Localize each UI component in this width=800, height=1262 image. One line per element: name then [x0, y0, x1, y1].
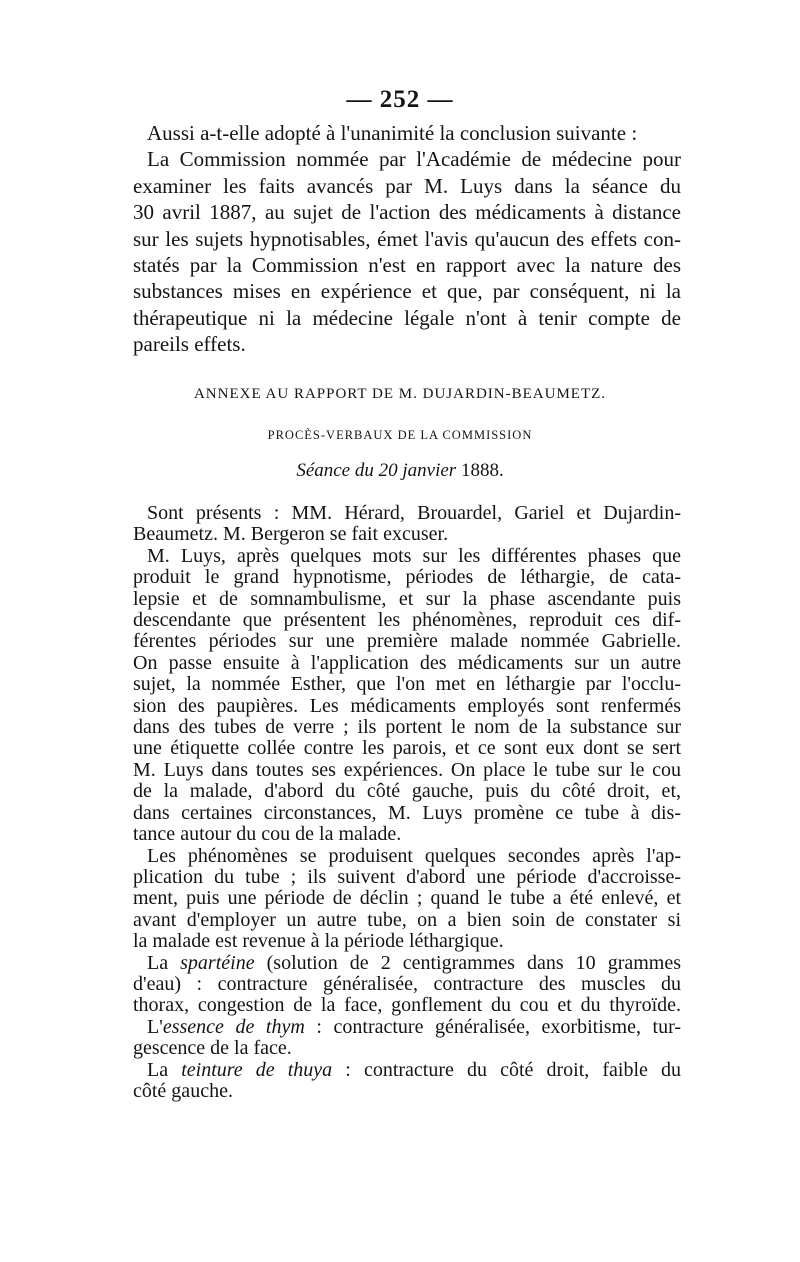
text-line: sujet, la nommée Esther, que l'on met en léthargie par l'occlu-: [133, 673, 681, 696]
text-line: avant d'employer un autre tube, on a bien soin de constater si: [133, 908, 681, 931]
text-line: dans des tubes de verre ; ils portent le nom de la substance sur: [133, 716, 681, 739]
text-line: M. Luys dans toutes ses expériences. On place le tube sur le cou: [133, 758, 681, 781]
session-date: [0, 460, 800, 482]
text-line: Les phénomènes se produisent quelques secondes après l'ap-: [147, 844, 681, 867]
meeting-minutes: [133, 503, 681, 1102]
text-line: lepsie et de somnambulisme, et sur la phase ascendante puis: [133, 587, 681, 610]
text-line: côté gauche.: [133, 1079, 233, 1102]
text-line: examiner les faits avancés par M. Luys dans la séance du: [133, 173, 681, 198]
text-line: La Commission nommée par l'Académie de médecine pour: [147, 147, 681, 172]
text-line: d'eau) : contracture généralisée, contracture des muscles du: [133, 972, 681, 995]
text-line: férentes périodes sur une première malade nommée Gabrielle.: [133, 630, 681, 653]
text-line: Aussi a-t-elle adopté à l'unanimité la conclusion suivante :: [147, 121, 638, 145]
text-fragment: (solution de 2 centigrammes dans 10 grammes: [266, 951, 682, 974]
text-line: de la malade, d'abord du côté gauche, puis du côté droit, et,: [133, 780, 681, 803]
text-line: tance autour du cou de la malade.: [133, 823, 402, 846]
text-line: statés par la Commission n'est en rapport avec la nature des: [133, 253, 681, 278]
text-line: Beaumetz. M. Bergeron se fait excuser.: [133, 523, 449, 546]
text-line: [133, 1060, 681, 1081]
text-line: sion des paupières. Les médicaments employés sont renfermés: [133, 694, 681, 717]
text-line: la malade est revenue à la période léthargique.: [133, 930, 504, 953]
text-line: substances mises en expérience et que, par conséquent, ni la: [133, 279, 681, 304]
annex-title: ANNEXE AU RAPPORT DE M. DUJARDIN-BEAUMETZ.: [193, 386, 607, 402]
drug-name-thyme: essence de thym: [162, 1015, 305, 1038]
text-line: descendante que présentent les phénomènes, reproduit ces dif-: [133, 609, 681, 632]
text-line: 30 avril 1887, au sujet de l'action des médicaments à distance: [133, 200, 681, 225]
text-fragment: La: [147, 1058, 182, 1081]
text-line: [133, 1017, 681, 1038]
text-line: Sont présents : MM. Hérard, Brouardel, Gariel et Dujardin-: [147, 502, 681, 524]
text-line: gescence de la face.: [133, 1037, 292, 1060]
text-line: dans certaines circonstances, M. Luys promène ce tube à dis-: [133, 801, 681, 824]
session-date-text: Séance du 20 janvier: [296, 460, 457, 481]
text-line: On passe ensuite à l'application des médicaments sur un autre: [133, 651, 681, 674]
commission-conclusion: [133, 120, 681, 358]
text-line: sur les sujets hypnotisables, émet l'avis qu'aucun des effets con-: [133, 226, 681, 251]
text-fragment: La: [147, 951, 181, 974]
text-fragment: : contracture généralisée, exorbitisme, tur-: [316, 1015, 682, 1038]
text-line: une étiquette collée contre les parois, et ce sont eux dont se sert: [133, 737, 681, 760]
drug-name-sparteine: spartéine: [180, 951, 255, 974]
text-line: M. Luys, après quelques mots sur les différentes phases que: [147, 544, 681, 567]
text-line: plication du tube ; ils suivent d'abord une période d'accroisse-: [133, 865, 681, 888]
drug-name-thuya: teinture de thuya: [181, 1058, 333, 1081]
text-line: ment, puis une période de déclin ; quand le tube a été enlevé, et: [133, 887, 681, 910]
text-fragment: L': [147, 1015, 163, 1038]
text-line: thérapeutique ni la médecine légale n'ont à tenir compte de: [133, 305, 681, 330]
text-fragment: : contracture du côté droit, faible du: [345, 1058, 682, 1081]
text-line: thorax, congestion de la face, gonflement du cou et du thyroïde.: [133, 994, 681, 1017]
session-date-year: 1888.: [460, 460, 504, 481]
annex-subtitle: PROCÈS-VERBAUX DE LA COMMISSION: [267, 428, 533, 442]
page-number: — 252 —: [346, 86, 454, 113]
text-line: [133, 953, 681, 974]
text-line: produit le grand hypnotisme, périodes de léthargie, de cata-: [133, 566, 681, 589]
text-line: pareils effets.: [133, 332, 246, 357]
